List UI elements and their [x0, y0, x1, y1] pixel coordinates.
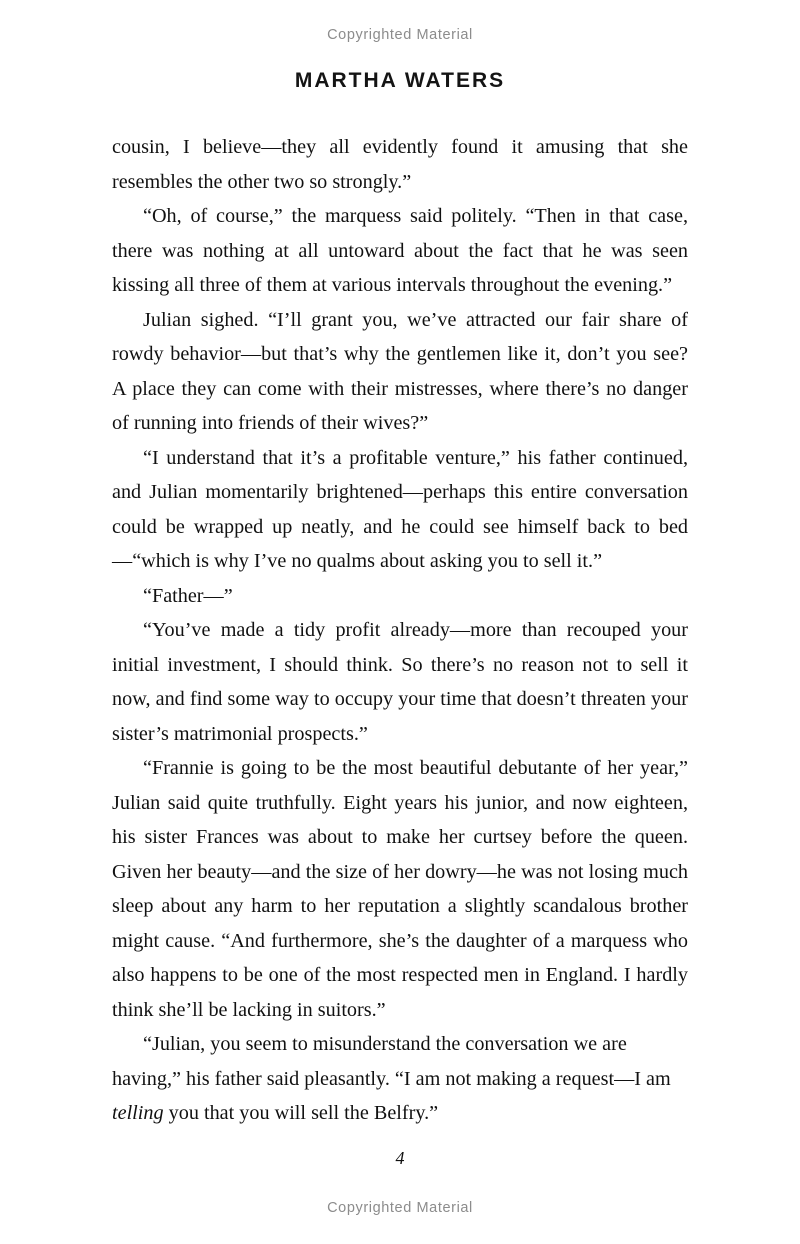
body-text	[112, 130, 688, 1131]
paragraph: “Frannie is going to be the most beautiful debutante of her year,” Julian said quite truthfully. Eight years his junior, and now eighteen, his sister Frances was about to make her curtsey before the queen. Given her beauty—and the size of her dowry—he was not losing much sleep about any harm to her reputation a slightly scandalous brother might cause. “And furthermore, she’s the daughter of a marquess who also happens to be one of the most respected men in England. I hardly think she’ll be lacking in suitors.”	[112, 757, 688, 1021]
paragraph: cousin, I believe—they all evidently found it amusing that she resembles the other two so strongly.”	[112, 136, 688, 193]
page-number: 4	[395, 1148, 405, 1168]
copyright-watermark-top: Copyrighted Material	[327, 27, 473, 43]
paragraph: “Father—”	[143, 584, 233, 607]
paragraph-final	[112, 1027, 688, 1131]
paragraph-final-before: “Julian, you seem to misunderstand the conversation we are having,” his father said pleasantly. “I am not making a request—I am	[112, 1033, 671, 1090]
paragraph-final-emphasis: telling	[112, 1102, 164, 1124]
paragraph-final-after: you that you will sell the Belfry.”	[163, 1102, 439, 1124]
copyright-watermark-bottom: Copyrighted Material	[327, 1200, 473, 1216]
paragraph: “I understand that it’s a profitable venture,” his father continued, and Julian momentarily brightened—perhaps this entire conversation could be wrapped up neatly, and he could see himself back to bed—“which is why I’ve no qualms about asking you to sell it.”	[112, 446, 688, 572]
running-head-author: MARTHA WATERS	[294, 69, 506, 92]
paragraph: “You’ve made a tidy profit already—more than recouped your initial investment, I should think. So there’s no reason not to sell it now, and find some way to occupy your time that doesn’t threaten your sister’s matrimonial prospects.”	[112, 619, 688, 745]
paragraph: Julian sighed. “I’ll grant you, we’ve attracted our fair share of rowdy behavior—but that’s why the gentlemen like it, don’t you see? A place they can come with their mistresses, where there’s no danger of running into friends of their wives?”	[112, 308, 688, 434]
paragraph: “Oh, of course,” the marquess said politely. “Then in that case, there was nothing at all untoward about the fact that he was seen kissing all three of them at various intervals throughout the evening.”	[112, 205, 688, 296]
